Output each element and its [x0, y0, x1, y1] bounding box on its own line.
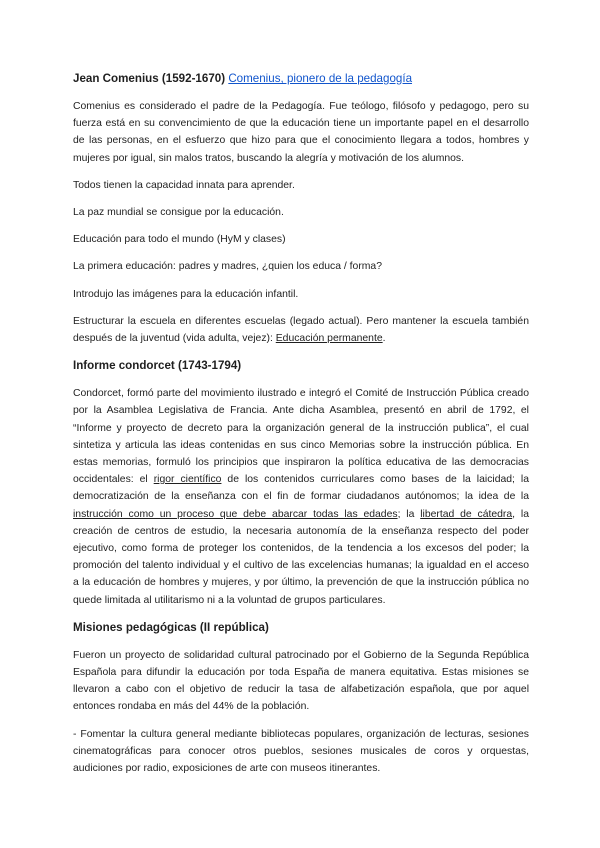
comenius-last-paragraph: [73, 313, 529, 347]
comenius-link[interactable]: Comenius, pionero de la pedagogía: [228, 72, 413, 85]
comenius-point-2: La paz mundial se consigue por la educación.: [73, 207, 284, 219]
condorcet-text-4: , la creación de centros de estudio, la necesaria autonomía de la enseñanza respecto del poder ejecutivo, como forma de proteger los contenidos, de la tendencia a los excesos del poder; la promoción del talento individual y el cultivo de las excelencias humanas; la igualdad en el acceso a la educación de hombres y mujeres, y por último, la prevención de que la instrucción pública no quede limitada al utilitarismo ni a la voluntad de grupos particulares.: [73, 508, 529, 606]
comenius-point-5: Introdujo las imágenes para la educación infantil.: [73, 288, 299, 300]
comenius-point-1: Todos tienen la capacidad innata para aprender.: [73, 179, 295, 191]
comenius-intro: Comenius es considerado el padre de la Pedagogía. Fue teólogo, filósofo y pedagogo, pero su fuerza está en su convencimiento de que la educación tiene un importante papel en el desarrollo de las personas, en el esfuerzo que hizo para que el conocimiento llegara a todos, hombres y mujeres por igual, sin malos tratos, buscando la alegría y motivación de los alumnos.: [73, 101, 529, 164]
libertad-catedra-underlined: libertad de cátedra: [420, 508, 513, 520]
rigor-cientifico-underlined: rigor científico: [153, 474, 222, 486]
comenius-point-3: Educación para todo el mundo (HyM y clases): [73, 234, 286, 246]
comenius-heading: [73, 70, 529, 88]
comenius-point-4: La primera educación: padres y madres, ¿quien los educa / forma?: [73, 261, 382, 273]
condorcet-paragraph: [73, 385, 529, 609]
comenius-last-period: .: [382, 333, 386, 345]
instruccion-underlined: instrucción como un proceso que debe abarcar todas las edades: [73, 508, 398, 520]
comenius-last-text: Estructurar la escuela en diferentes escuelas (legado actual). Pero mantener la escuela también después de la juventud (vida adulta, vejez):: [73, 315, 529, 345]
misiones-heading: Misiones pedagógicas (II república): [73, 620, 269, 634]
condorcet-text-1: Condorcet, formó parte del movimiento ilustrado e integró el Comité de Instrucción Pública creado por la Asamblea Legislativa de Francia. Ante dicha Asamblea, presentó en abril de 1792, el “Informe y proyecto de decreto para la organización general de la instrucción publica”, el cual sintetiza y articula las ideas contenidas en sus cinco Memorias sobre la instrucción pública. En estas memorias, formuló los principios que inspiraron la política educativa de las democracias occidentales: el: [73, 388, 529, 486]
educacion-permanente-underlined: Educación permanente: [275, 333, 383, 345]
condorcet-text-2: de los contenidos curriculares como bases de la laicidad; la democratización de la enseñanza con el fin de formar ciudadanos autónomos; la idea de la: [73, 474, 529, 503]
condorcet-text-3: ; la: [397, 508, 421, 520]
misiones-paragraph-1: Fueron un proyecto de solidaridad cultural patrocinado por el Gobierno de la Segunda República Española para difundir la educación por toda España de manera equitativa. Estas misiones se llevaron a cabo con el objetivo de reducir la tasa de alfabetización española, que por aquel entonces rondaba en más del 44% de la población.: [73, 649, 529, 713]
comenius-title: Jean Comenius (1592-1670): [73, 72, 226, 85]
condorcet-heading: Informe condorcet (1743-1794): [73, 359, 242, 373]
misiones-paragraph-2: - Fomentar la cultura general mediante bibliotecas populares, organización de lecturas, sesiones cinematográficas para conocer otros pueblos, sesiones musicales de coros y orquestas, audiciones por radio, exposiciones de arte con museos itinerantes.: [73, 728, 529, 775]
